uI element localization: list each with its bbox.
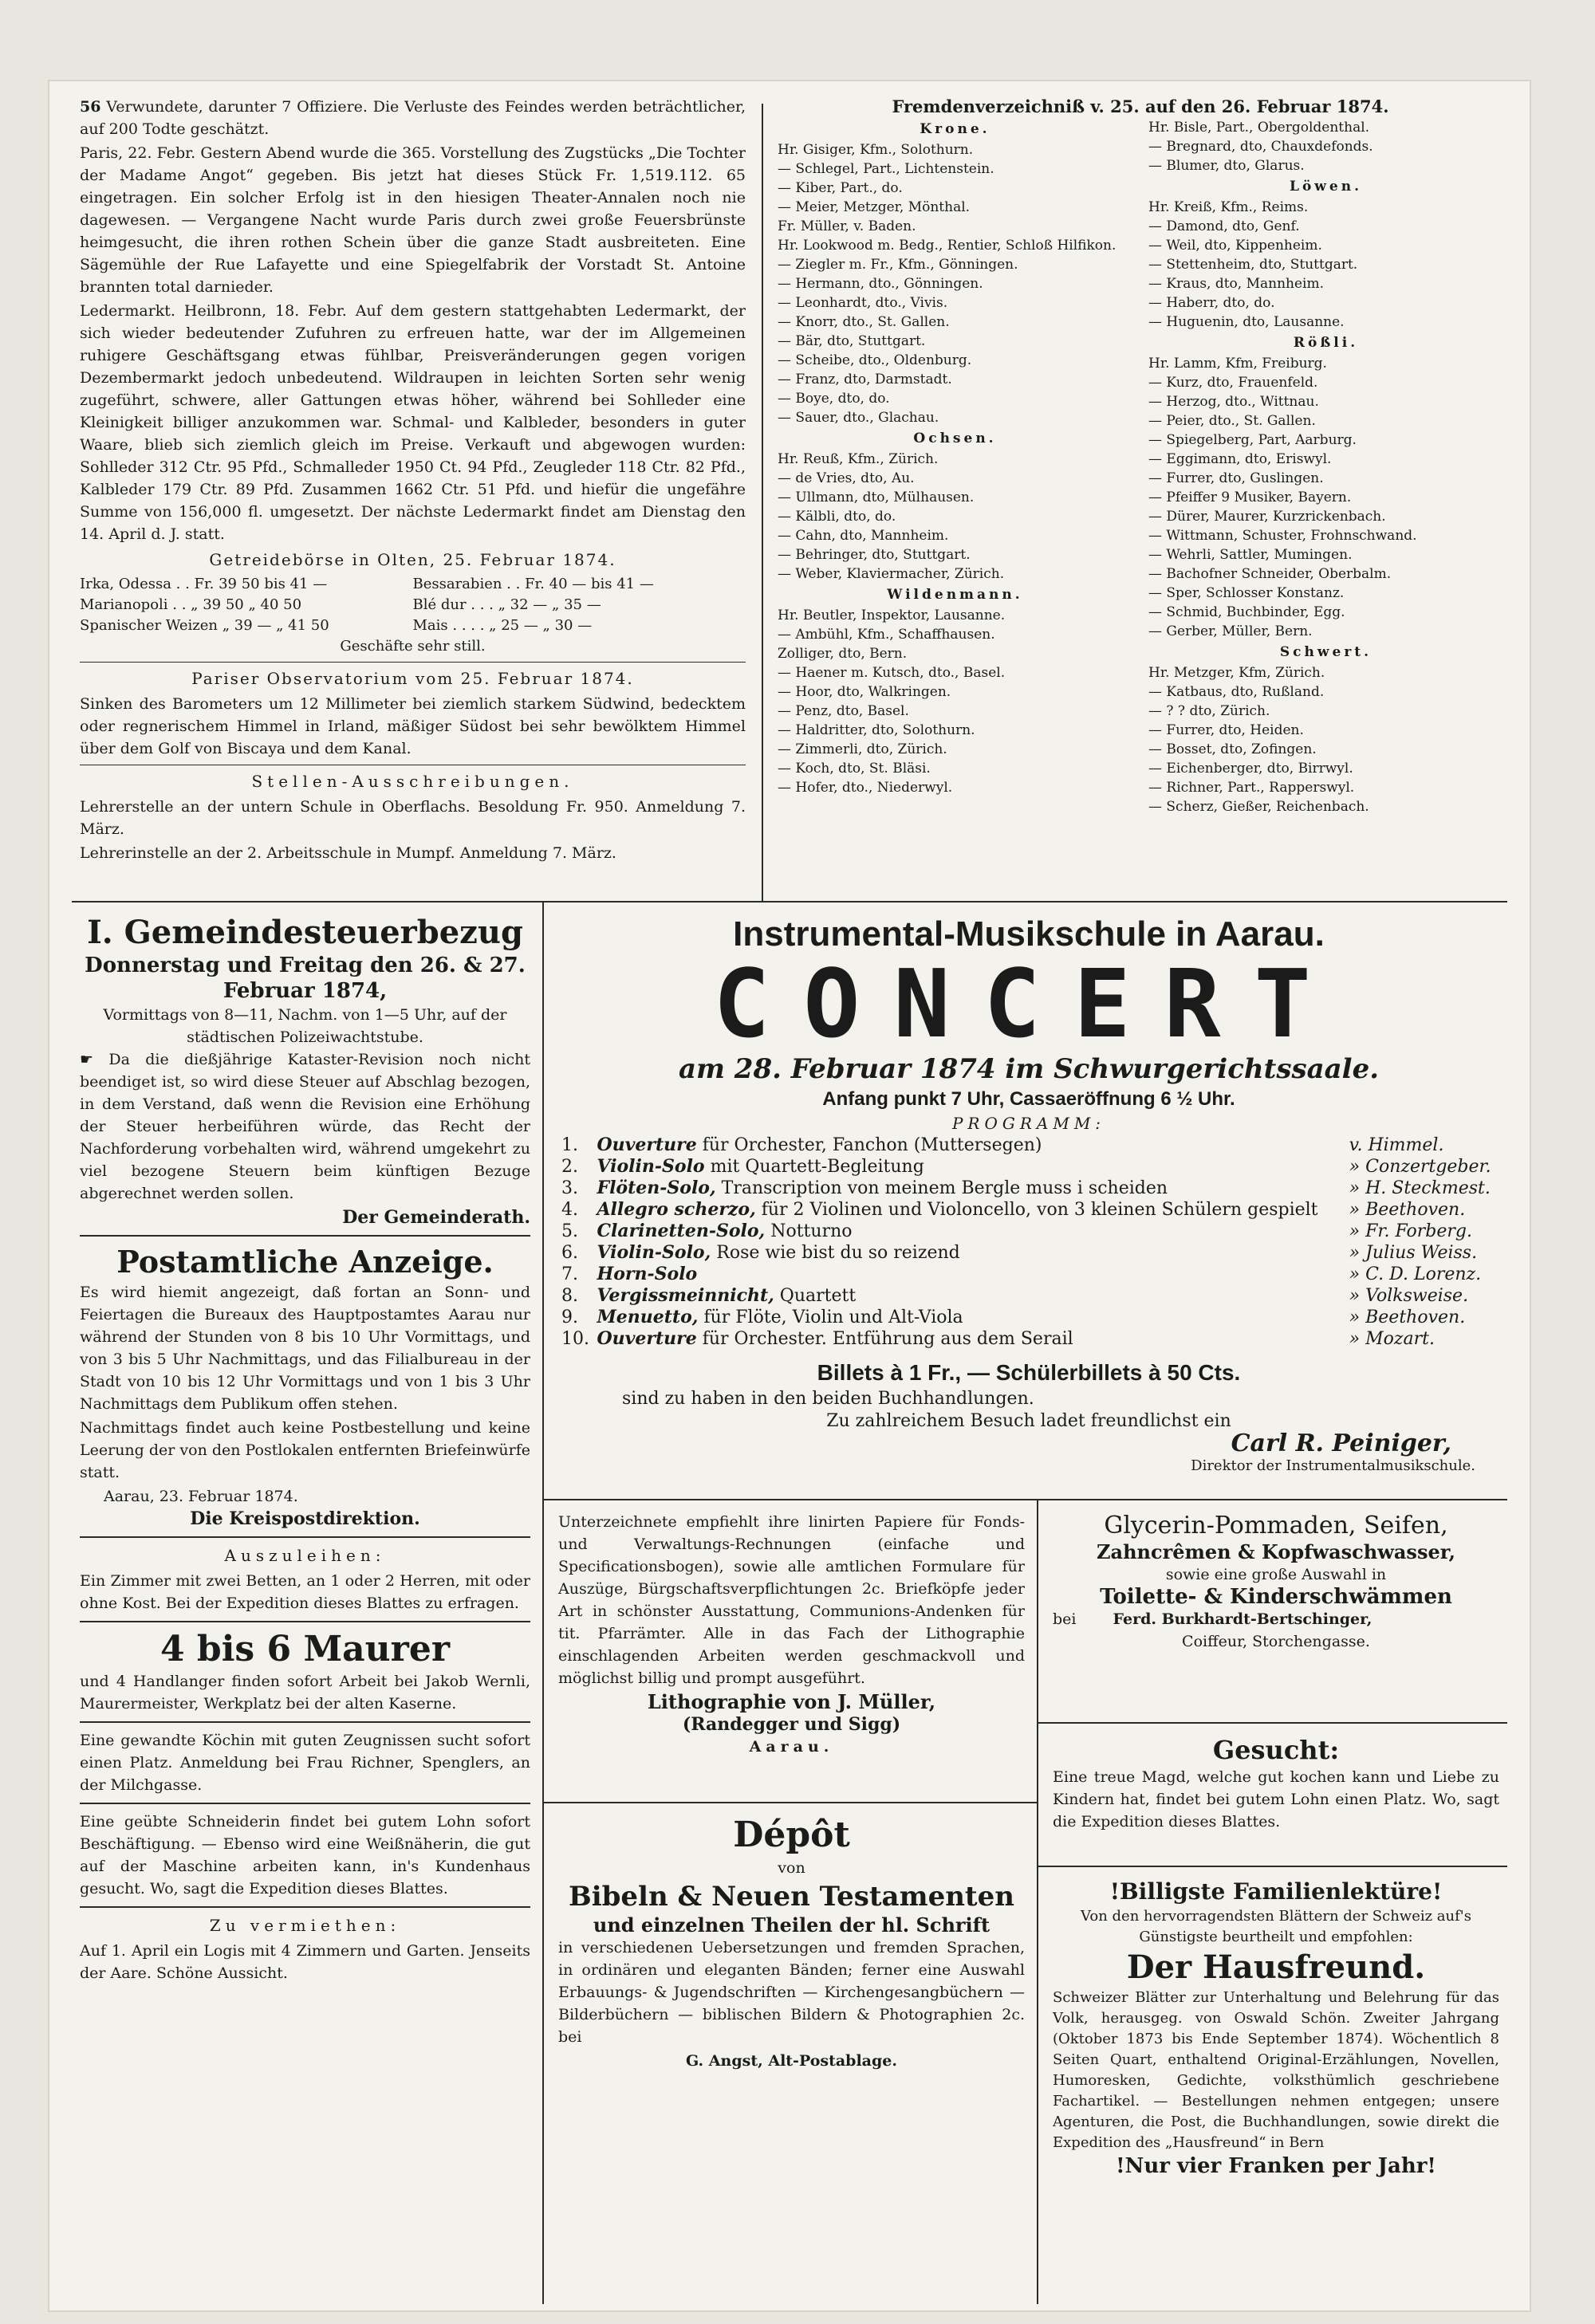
list-item: Hr. Metzger, Kfm, Zürich.	[1148, 665, 1325, 681]
litho-body: Unterzeichnete empfiehlt ihre linirten Papiere für Fonds- und Verwaltungs-Rechnungen (einfache und Specificationsbogen), sowie alle amtlichen Formulare für Auszüge, Bürgschaftsverpflichtungen 2c. Briefköpfe jeder Art in schönster Ausstattung, Communions-Andenken für tit. Pfarrämter. Alle in das Fach der Lithographie einschlagenden Arbeiten werden geschmackvoll und möglichst billig und prompt ausgeführt.	[558, 1513, 1025, 1687]
post-body: Es wird hiemit angezeigt, daß fortan an Sonn- und Feiertagen die Bureaux des Hauptpostamtes Aarau nur während der Stunden von 8 bis 10 Uhr Vormittags, und von 3 bis 5 Uhr Nachmittags, und das Filialbureau in der Stadt von 10 bis 12 Uhr Vormittags und von 1 bis 3 Uhr Nachmittags dem Publikum offen stehen.	[80, 1284, 530, 1413]
list-item: — Kiber, Part., do.	[778, 180, 903, 196]
column-divider-right	[1037, 1499, 1038, 2304]
table-row: 1. Ouverture für Orchester, Fanchon (Muttersegen) v. Himmel.	[561, 1134, 1444, 1155]
divider	[80, 1536, 530, 1538]
list-item: — Peier, dto., St. Gallen.	[1148, 413, 1316, 429]
concert-billets: Billets à 1 Fr., — Schülerbillets à 50 Cts.	[817, 1360, 1241, 1385]
list-item: — Dürer, Maurer, Kurzrickenbach.	[1148, 509, 1386, 525]
list-item: — Weil, dto, Kippenheim.	[1148, 238, 1322, 254]
litho-ad	[558, 1511, 1025, 1758]
column-divider-left	[542, 901, 544, 2304]
list-item: — Scherz, Gießer, Reichenbach.	[1148, 799, 1369, 815]
list-item: — Leonhardt, dto., Vivis.	[778, 295, 948, 311]
observatory-title: Pariser Observatorium vom 25. Februar 1874.	[191, 669, 634, 688]
concert-signer-title: Direktor der Instrumentalmusikschule.	[1191, 1457, 1475, 1474]
list-item: — Boye, dto, do.	[778, 391, 890, 407]
list-item: — Damond, dto, Genf.	[1148, 218, 1300, 234]
divider	[80, 1621, 530, 1622]
glycerin-seller2: Coiffeur, Storchengasse.	[1182, 1633, 1370, 1650]
concert-signer: Carl R. Peiniger,	[1231, 1429, 1451, 1457]
list-item: Fr. Müller, v. Baden.	[778, 218, 916, 234]
ausleihen-body: Ein Zimmer mit zwei Betten, an 1 oder 2 Herren, mit oder ohne Kost. Bei der Expedition dieses Blattes zu erfragen.	[80, 1572, 530, 1612]
list-item: — Haberr, dto, do.	[1148, 295, 1275, 311]
list-item: — Sper, Schlosser Konstanz.	[1148, 585, 1345, 601]
concert-school: Instrumental-Musikschule in Aarau.	[733, 914, 1325, 954]
page-number: 56	[80, 98, 101, 116]
litho-signer: Lithographie von J. Müller,	[647, 1690, 936, 1713]
list-item: Hr. Lamm, Kfm, Freiburg.	[1148, 356, 1327, 372]
table-row: 8. Vergissmeinnicht, Quartett » Volksweise.	[561, 1285, 1469, 1306]
depot-title: Dépôt	[733, 1815, 850, 1855]
fremden-grid	[778, 118, 1503, 816]
list-item: — Ziegler m. Fr., Kfm., Gönningen.	[778, 257, 1018, 273]
fremden-right	[1148, 118, 1503, 816]
depot-rule	[542, 1802, 1037, 1803]
grain-title: Getreidebörse in Olten, 25. Februar 1874.	[209, 550, 616, 569]
vermieten-title: Zu vermiethen:	[209, 1916, 401, 1935]
glycerin-seller-line: bei Ferd. Burkhardt-Bertschinger,	[1053, 1610, 1372, 1628]
programm-table	[558, 1134, 1499, 1350]
depot-von: von	[778, 1859, 805, 1877]
section-ochsen: Ochsen.	[913, 431, 997, 446]
list-item: — Richner, Part., Rapperswyl.	[1148, 780, 1355, 796]
hausfreund-title: !Billigste Familienlektüre!	[1109, 1878, 1443, 1905]
post-signature: Die Kreispostdirektion.	[190, 1508, 420, 1529]
section-schwert: Schwert.	[1279, 644, 1372, 660]
news-paris: Paris, 22. Febr. Gestern Abend wurde die 365. Vorstellung des Zugstücks „Die Tochter der Madame Angot“ gegeben. Bis jetzt hat dieses Stück Fr. 1,519.112. 65 eingetragen. Ein solcher Erfolg ist in den hiesigen Theater-Annalen noch nie dagewesen. — Vergangene Nacht wurde Paris durch zwei große Feuersbrünste heimgesucht, die ihren rothen Schein über die ganze Stadt ausbreiteten. Eine Sägemühle der Rue Lafayette und eine Spiegelfabrik der Vorstadt St. Antoine brannten total darnieder.	[80, 144, 746, 296]
programm-label: PROGRAMM:	[951, 1114, 1106, 1133]
list-item: — Haldritter, dto, Solothurn.	[778, 722, 975, 738]
hausfreund-intro: Von den hervorragendsten Blättern der Schweiz auf's Günstigste beurtheilt und empfohlen:	[1081, 1908, 1471, 1945]
grain-footer: Geschäfte sehr still.	[340, 638, 486, 655]
list-item: — Gerber, Müller, Bern.	[1148, 623, 1313, 639]
concert-title: CONCERT	[713, 949, 1345, 1059]
list-item: Hr. Reuß, Kfm., Zürich.	[778, 451, 939, 467]
table-row: 9. Menuetto, für Flöte, Violin und Alt-Viola » Beethoven.	[561, 1307, 1466, 1327]
list-item: — Herzog, dto., Wittnau.	[1148, 394, 1319, 410]
hausfreund-ad	[1053, 1878, 1499, 2177]
glycerin-sub: Zahncrêmen & Kopfwaschwasser,	[1097, 1540, 1455, 1563]
list-item: — Bosset, dto, Zofingen.	[1148, 741, 1317, 757]
maurer-body: und 4 Handlanger finden sofort Arbeit bei Jakob Wernli, Maurermeister, Werkplatz bei der alten Kaserne.	[80, 1673, 530, 1713]
hausfreund-body: Schweizer Blätter zur Unterhaltung und Belehrung für das Volk, herausgeg. von Oswald Schön. Zweiter Jahrgang (Oktober 1873 bis Ende September 1874). Wöchentlich 8 Seiten Quart, enthaltend Original-Erzählungen, Novellen, Humoresken, Gedichte, volksthümlich geschriebene Fachartikel. — Bestellungen nehmen entgegen; unsere Agenturen, die Post, die Buchhandlungen, sowie direkt die Expedition des „Hausfreund“ in Bern	[1053, 1989, 1499, 2151]
section-loewen: Löwen.	[1289, 179, 1363, 195]
list-item: — Weber, Klaviermacher, Zürich.	[778, 566, 1005, 582]
steuer-title: I. Gemeindesteuerbezug	[87, 914, 523, 951]
table-row: 6. Violin-Solo, Rose wie bist du so reizend » Julius Weiss.	[561, 1242, 1478, 1263]
list-item: Hr. Bisle, Part., Obergoldenthal.	[1148, 120, 1370, 136]
concert-invite: Zu zahlreichem Besuch ladet freundlichst ein	[826, 1411, 1231, 1431]
list-item: — Eggimann, dto, Eriswyl.	[1148, 451, 1332, 467]
stellen-1: Lehrerstelle an der untern Schule in Oberflachs. Besoldung Fr. 950. Anmeldung 7. März.	[80, 798, 746, 838]
stellen-2: Lehrerinstelle an der 2. Arbeitsschule in Mumpf. Anmeldung 7. März.	[80, 844, 616, 862]
fremden-left	[778, 118, 1132, 816]
fremden-column	[778, 96, 1503, 816]
gesucht-body: Eine treue Magd, welche gut kochen kann und Liebe zu Kindern hat, findet bei gutem Lohn einen Platz. Wo, sagt die Expedition dieses Blattes.	[1053, 1768, 1499, 1830]
list-item: — Ambühl, Kfm., Schaffhausen.	[778, 627, 995, 643]
table-row: 4. Allegro scherzo, für 2 Violinen und Violoncello, von 3 kleinen Schülern gespielt » Beethoven.	[561, 1199, 1466, 1220]
left-ads-column	[80, 913, 530, 1986]
list-item: — Bachofner Schneider, Oberbalm.	[1148, 566, 1392, 582]
depot-body: in verschiedenen Uebersetzungen und fremden Sprachen, in ordinären und eleganten Bänden; ferner eine Auswahl Erbauungs- & Jugendschriften — Kirchengesangbüchern — Bilderbüchern — biblischen Bildern & Photographien 2c. bei	[558, 1939, 1025, 2046]
list-item: — Hermann, dto., Gönningen.	[778, 276, 983, 292]
list-item: Hr. Gisiger, Kfm., Solothurn.	[778, 142, 974, 158]
table-row: 3. Flöten-Solo, Transcription von meinem Bergle muss i scheiden » H. Steckmest.	[561, 1178, 1491, 1198]
koechin-ad: Eine gewandte Köchin mit guten Zeugnissen sucht sofort einen Platz. Anmeldung bei Frau Richner, Spenglers, an der Milchgasse.	[80, 1732, 530, 1794]
steuer-body: ☛ Da die dießjährige Kataster-Revision noch nicht beendiget ist, so wird diese Steuer auf Abschlag bezogen, in dem Verstand, daß wenn die Revision eine Erhöhung der Steuer herbeiführen würde, das Recht der Nachforderung vorbehalten wird, während umgekehrt zu viel bezogene Steuern beim künftigen Bezuge abgerechnet werden sollen.	[80, 1051, 530, 1202]
gesucht-rule	[1037, 1722, 1507, 1724]
depot-sub2: und einzelnen Theilen der hl. Schrift	[593, 1913, 990, 1937]
list-item: — Meier, Metzger, Mönthal.	[778, 199, 971, 215]
news-ledermarkt: Ledermarkt. Heilbronn, 18. Febr. Auf dem gestern stattgehabten Ledermarkt, der sich wieder bedeutender Zufuhren zu erfreuen hatte, war der im Allgemeinen ruhigere Geschäftsgang etwas fühlbar, Preisveränderungen gegen vorigen Dezembermarkt jedoch unbedeutend. Wildraupen in leichten Sorten sehr wenig zugeführt, schwere, aller Gattungen etwas höher, während bei Sohlleder eine Kleinigkeit billiger anzukommen war. Schmal- und Kalbleder, besonders in guter Waare, blieb sich ziemlich gleich im Preise. Verkauft und abgewogen wurden: Sohlleder 312 Ctr. 95 Pfd., Schmalleder 1950 Ct. 94 Pfd., Zeugleder 118 Ctr. 82 Pfd., Kalbleder 179 Ctr. 89 Pfd. Zusammen 1662 Ctr. 51 Pfd. und hiefür die ungefähre Summe von 156,000 fl. umgesetzt. Der nächste Ledermarkt findet am Dienstag den 14. April d. J. statt.	[80, 302, 746, 543]
list-item: — Knorr, dto., St. Gallen.	[778, 314, 950, 330]
steuer-hours: Vormittags von 8—11, Nachm. von 1—5 Uhr, auf der städtischen Polizeiwachtstube.	[103, 1006, 507, 1046]
list-item: — Schmid, Buchbinder, Egg.	[1148, 604, 1345, 620]
hausfreund-name: Der Hausfreund.	[1126, 1948, 1426, 1986]
grain-table	[80, 574, 746, 657]
grain-row: Marianopoli . . „ 39 50 „ 40 50 Blé dur . . . „ 32 — „ 35 —	[80, 596, 601, 613]
stellen-title: Stellen-Ausschreibungen.	[251, 772, 574, 791]
list-item: — Franz, dto, Darmstadt.	[778, 372, 952, 387]
list-item: — Hofer, dto., Niederwyl.	[778, 780, 953, 796]
list-item: — Blumer, dto, Glarus.	[1148, 158, 1305, 174]
pointing-hand-icon: ☛	[80, 1051, 109, 1068]
glycerin-items: Toilette- & Kinderschwämmen	[1100, 1585, 1452, 1609]
list-item: — Kraus, dto, Mannheim.	[1148, 276, 1325, 292]
divider	[80, 662, 746, 663]
list-item: — Wittmann, Schuster, Frohnschwand.	[1148, 528, 1417, 544]
list-item: — Penz, dto, Basel.	[778, 703, 909, 719]
maurer-title: 4 bis 6 Maurer	[160, 1629, 450, 1669]
list-item: — ? ? dto, Zürich.	[1148, 703, 1270, 719]
list-item: — Ullmann, dto, Mülhausen.	[778, 490, 975, 505]
table-row: 7. Horn-Solo » C. D. Lorenz.	[561, 1264, 1482, 1284]
list-item: — Scheibe, dto., Oldenburg.	[778, 352, 972, 368]
list-item: Zolliger, dto, Bern.	[778, 646, 908, 662]
steuer-date: Donnerstag und Freitag den 26. & 27. Februar 1874,	[85, 954, 526, 1003]
observatory-text: Sinken des Barometers um 12 Millimeter bei ziemlich starkem Südwind, bedecktem oder regnerischem Himmel in Irland, mäßiger Südost bei sehr bewölktem Himmel über dem Golf von Biscaya und dem Kanal.	[80, 695, 746, 757]
concert-time: Anfang punkt 7 Uhr, Cassaeröffnung 6 ½ Uhr.	[822, 1088, 1235, 1110]
hausfreund-rule	[1037, 1866, 1507, 1867]
table-row: 2. Violin-Solo mit Quartett-Begleitung » Conzertgeber.	[561, 1156, 1491, 1177]
list-item: — Furrer, dto, Heiden.	[1148, 722, 1304, 738]
list-item: — Eichenberger, dto, Birrwyl.	[1148, 761, 1353, 777]
list-item: — Schlegel, Part., Lichtenstein.	[778, 161, 994, 177]
list-item: — Cahn, dto, Mannheim.	[778, 528, 949, 544]
divider	[80, 1906, 530, 1908]
list-item: — Bär, dto, Stuttgart.	[778, 333, 926, 349]
hausfreund-price: !Nur vier Franken per Jahr!	[1116, 2154, 1436, 2178]
news-column	[80, 96, 746, 866]
news-verwundete: 56 Verwundete, darunter 7 Offiziere. Die Verluste des Feindes werden beträchtlicher, auf 200 Todte geschätzt.	[80, 98, 746, 138]
ausleihen-title: Auszuleihen:	[224, 1546, 386, 1565]
section-divider-top	[72, 901, 1507, 902]
grain-row: Spanischer Weizen „ 39 — „ 41 50 Mais . . . . „ 25 — „ 30 —	[80, 617, 593, 634]
list-item: — Spiegelberg, Part, Aarburg.	[1148, 432, 1357, 448]
list-item: — Sauer, dto., Glachau.	[778, 410, 939, 426]
list-item: — Furrer, dto, Guslingen.	[1148, 470, 1324, 486]
concert-bottom-rule	[542, 1499, 1507, 1500]
concert-ad	[558, 913, 1499, 1477]
schneiderin-ad: Eine geübte Schneiderin findet bei gutem Lohn sofort Beschäftigung. — Ebenso wird eine Weißnäherin, die gut auf der Maschine arbeiten kann, in's Kundenhaus gesucht. Wo, sagt die Expedition dieses Blattes.	[80, 1813, 530, 1897]
litho-place: Aarau.	[749, 1738, 834, 1756]
section-wildenmann: Wildenmann.	[887, 587, 1023, 603]
glycerin-title: Glycerin-Pommaden, Seifen,	[1104, 1512, 1448, 1540]
list-item: — Hoor, dto, Walkringen.	[778, 684, 951, 700]
grain-row: Irka, Odessa . . Fr. 39 50 bis 41 — Bessarabien . . Fr. 40 — bis 41 —	[80, 576, 654, 592]
steuer-signature: Der Gemeinderath.	[342, 1207, 530, 1228]
litho-signer2: (Randegger und Sigg)	[682, 1714, 901, 1735]
fremden-title: Fremdenverzeichniß v. 25. auf den 26. Februar 1874.	[892, 96, 1389, 116]
post-title: Postamtliche Anzeige.	[116, 1244, 494, 1280]
list-item: — Kurz, dto, Frauenfeld.	[1148, 375, 1318, 391]
vermieten-body: Auf 1. April ein Logis mit 4 Zimmern und Garten. Jenseits der Aare. Schöne Aussicht.	[80, 1942, 530, 1982]
column-divider-top	[762, 104, 763, 901]
list-item: Hr. Kreiß, Kfm., Reims.	[1148, 199, 1309, 215]
divider	[80, 1235, 530, 1237]
list-item: Hr. Beutler, Inspektor, Lausanne.	[778, 608, 1006, 623]
concert-buy: sind zu haben in den beiden Buchhandlungen.	[622, 1389, 1034, 1409]
depot-ad	[558, 1814, 1025, 2072]
depot-signer: G. Angst, Alt-Postablage.	[686, 2052, 897, 2070]
list-item: — Stettenheim, dto, Stuttgart.	[1148, 257, 1358, 273]
list-item: Hr. Lookwood m. Bedg., Rentier, Schloß Hilfikon.	[778, 238, 1116, 254]
list-item: — Koch, dto, St. Bläsi.	[778, 761, 931, 777]
newspaper-page	[48, 80, 1531, 2312]
list-item: — de Vries, dto, Au.	[778, 470, 915, 486]
section-roessli: Rößli.	[1293, 335, 1359, 351]
glycerin-line: sowie eine große Auswahl in	[1165, 1566, 1387, 1583]
depot-sub: Bibeln & Neuen Testamenten	[569, 1881, 1014, 1913]
glycerin-ad	[1053, 1511, 1499, 1653]
post-date: Aarau, 23. Februar 1874.	[104, 1488, 298, 1505]
concert-date: am 28. Februar 1874 im Schwurgerichtssaale.	[678, 1053, 1380, 1085]
list-item: — Wehrli, Sattler, Mumingen.	[1148, 547, 1353, 563]
post-body2: Nachmittags findet auch keine Postbestellung und keine Leerung der von den Postlokalen entfernten Briefeinwürfe statt.	[80, 1419, 530, 1481]
list-item: — Katbaus, dto, Rußland.	[1148, 684, 1325, 700]
list-item: — Bregnard, dto, Chauxdefonds.	[1148, 139, 1373, 155]
divider	[80, 1721, 530, 1723]
table-row: 10. Ouverture für Orchester. Entführung aus dem Serail » Mozart.	[561, 1328, 1435, 1349]
list-item: — Haener m. Kutsch, dto., Basel.	[778, 665, 1006, 681]
gesucht-title: Gesucht:	[1212, 1735, 1340, 1765]
list-item: — Pfeiffer 9 Musiker, Bayern.	[1148, 490, 1352, 505]
table-row: 5. Clarinetten-Solo, Notturno » Fr. Forberg.	[561, 1221, 1472, 1241]
list-item: — Kälbli, dto, do.	[778, 509, 896, 525]
gesucht-ad	[1053, 1734, 1499, 1834]
list-item: — Behringer, dto, Stuttgart.	[778, 547, 971, 563]
section-krone: Krone.	[920, 121, 990, 137]
list-item: — Huguenin, dto, Lausanne.	[1148, 314, 1345, 330]
list-item: — Zimmerli, dto, Zürich.	[778, 741, 947, 757]
divider	[80, 1803, 530, 1804]
